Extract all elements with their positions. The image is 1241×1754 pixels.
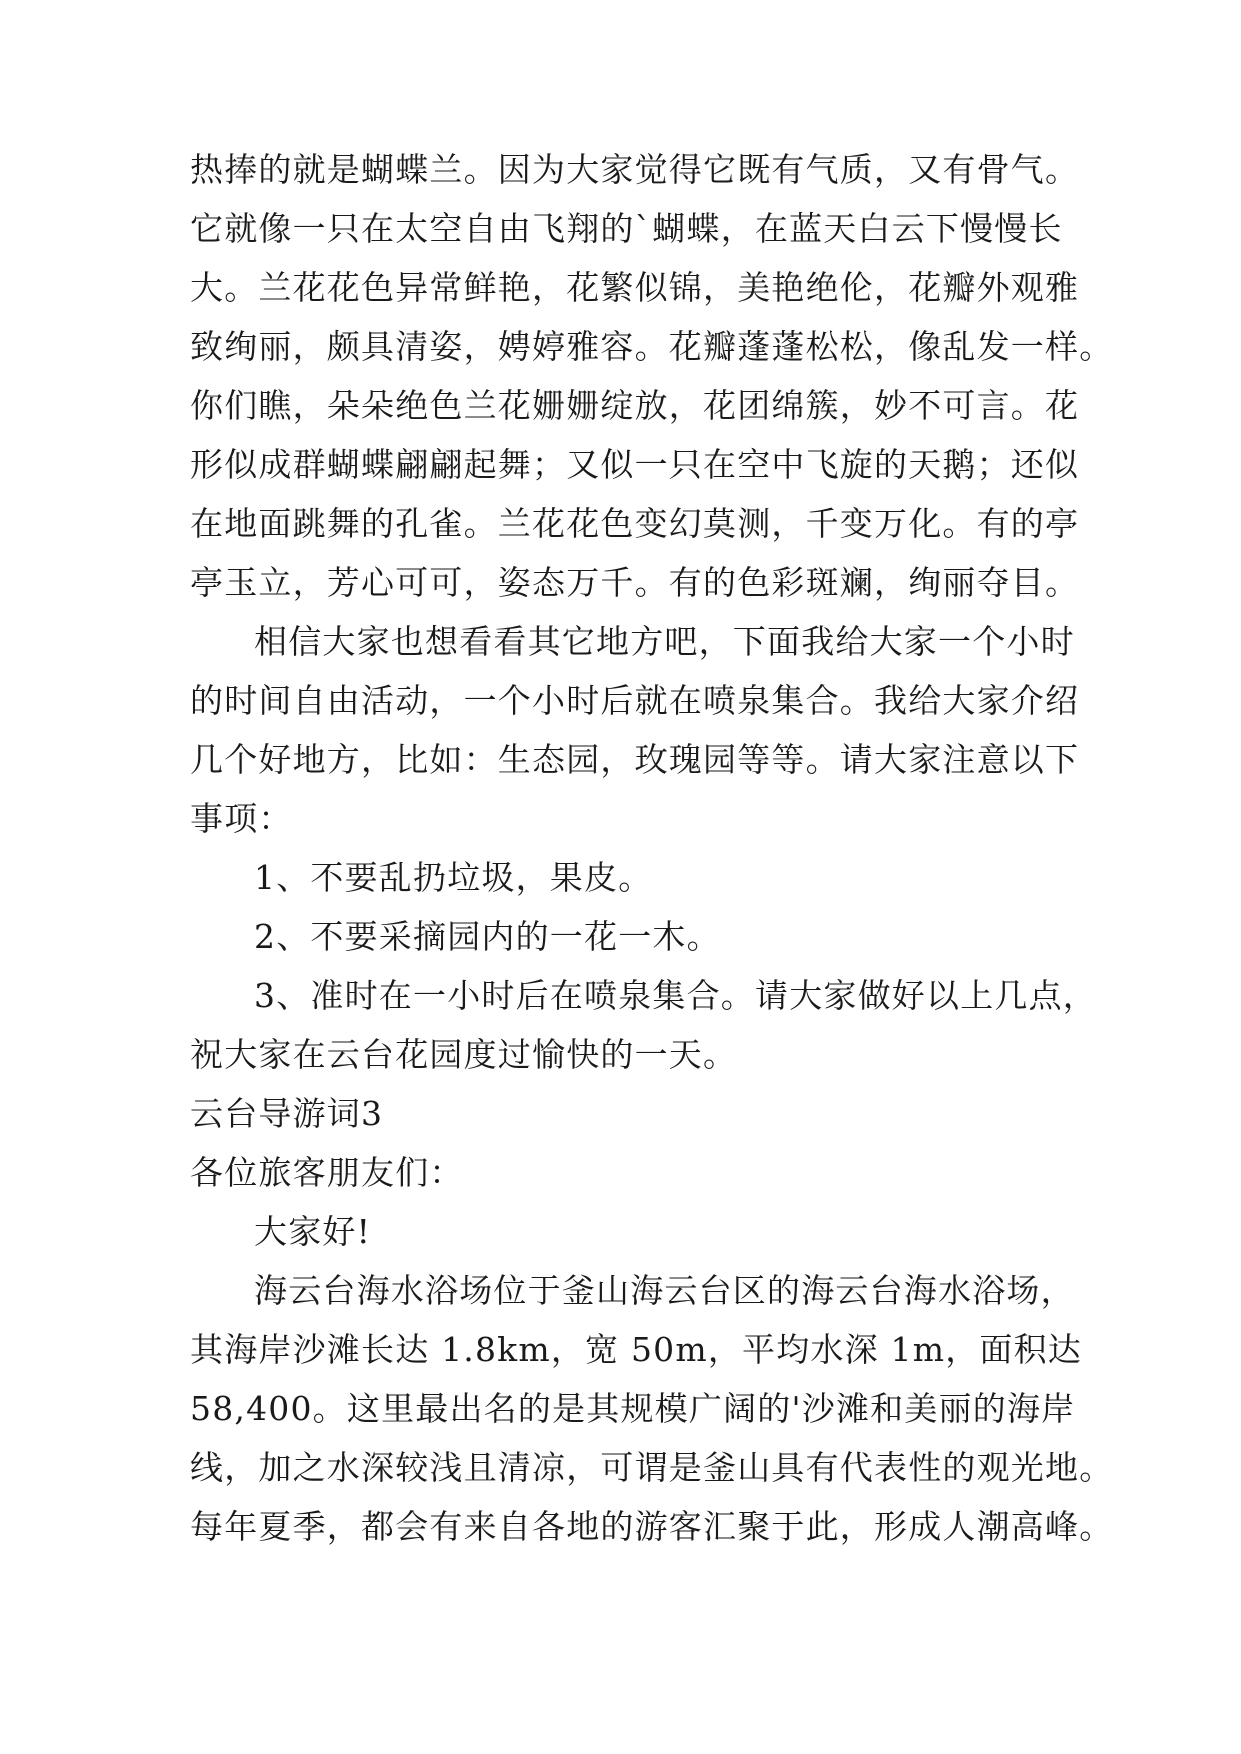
paragraph-line: 它就像一只在太空自由飞翔的`蝴蝶，在蓝天白云下慢慢长	[190, 209, 1063, 248]
paragraph-line: 海云台海水浴场位于釜山海云台区的海云台海水浴场，	[254, 1271, 1075, 1310]
paragraph-line: 亭玉立，芳心可可，姿态万千。有的色彩斑斓，绚丽夺目。	[190, 563, 1080, 602]
paragraph-line: 几个好地方，比如：生态园，玫瑰园等等。请大家注意以下	[190, 740, 1080, 779]
paragraph-line: 的时间自由活动，一个小时后就在喷泉集合。我给大家介绍	[190, 681, 1080, 720]
paragraph-line: 线，加之水深较浅且清凉，可谓是釜山具有代表性的观光地。	[190, 1448, 1114, 1487]
list-item: 1、不要乱扔垃圾，果皮。	[254, 858, 653, 897]
greeting-line: 大家好!	[254, 1212, 372, 1251]
paragraph-line: 你们瞧，朵朵绝色兰花姗姗绽放，花团绵簇，妙不可言。花	[190, 386, 1080, 425]
paragraph-line: 58,400。这里最出名的是其规模广阔的'沙滩和美丽的海岸	[190, 1389, 1076, 1428]
list-item: 2、不要采摘园内的一花一木。	[254, 917, 721, 956]
paragraph-line: 祝大家在云台花园度过愉快的一天。	[190, 1035, 738, 1074]
paragraph-line: 致绚丽，颇具清姿，娉婷雅容。花瓣蓬蓬松松，像乱发一样。	[190, 327, 1114, 366]
list-item: 3、准时在一小时后在喷泉集合。请大家做好以上几点，	[254, 976, 1097, 1015]
paragraph-line: 相信大家也想看看其它地方吧，下面我给大家一个小时	[254, 622, 1075, 661]
paragraph-line: 事项：	[190, 799, 293, 838]
paragraph-line: 在地面跳舞的孔雀。兰花花色变幻莫测，千变万化。有的亭	[190, 504, 1080, 543]
paragraph-line: 形似成群蝴蝶翩翩起舞；又似一只在空中飞旋的天鹅；还似	[190, 445, 1080, 484]
paragraph-line: 大。兰花花色异常鲜艳，花繁似锦，美艳绝伦，花瓣外观雅	[190, 268, 1080, 307]
paragraph-line: 热捧的就是蝴蝶兰。因为大家觉得它既有气质，又有骨气。	[190, 150, 1080, 189]
section-heading: 云台导游词3	[190, 1094, 384, 1133]
paragraph-line: 其海岸沙滩长达 1.8km，宽 50m，平均水深 1m，面积达	[190, 1330, 1083, 1369]
greeting-line: 各位旅客朋友们：	[190, 1153, 464, 1192]
paragraph-line: 每年夏季，都会有来自各地的游客汇聚于此，形成人潮高峰。	[190, 1507, 1114, 1546]
